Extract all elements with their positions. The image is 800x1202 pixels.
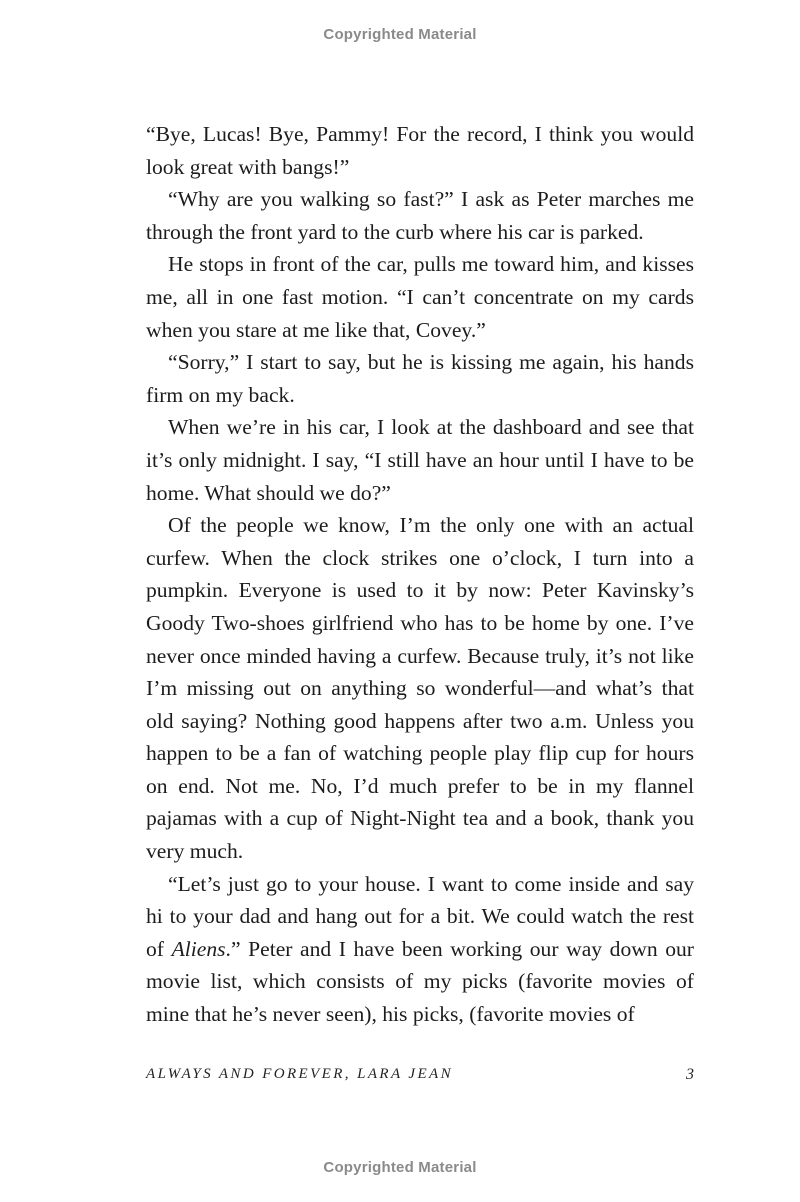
page-number: 3 bbox=[686, 1066, 694, 1083]
paragraph-2: “Why are you walking so fast?” I ask as Peter marches me through the front yard to the curb where his car is parked. bbox=[146, 187, 694, 244]
paragraph-7-end: .” Peter and I have been working our way down our movie list, which consists of my picks (favorite movies of mine that he’s never seen), his picks, (favorite movies of bbox=[146, 936, 694, 1027]
page-body bbox=[146, 118, 694, 1031]
movie-title-aliens: Aliens bbox=[171, 936, 226, 961]
paragraph-7 bbox=[146, 868, 694, 1031]
paragraph-7-start: “Let’s just go to your house. I want to come inside and say hi to your dad and hang out for a bit. We could watch the rest of bbox=[146, 871, 694, 961]
copyright-watermark-bottom: Copyrighted Material bbox=[323, 1159, 477, 1176]
copyright-watermark-top: Copyrighted Material bbox=[323, 26, 477, 43]
paragraph-5: When we’re in his car, I look at the dashboard and see that it’s only midnight. I say, “I still have an hour until I have to be home. What should we do?” bbox=[146, 415, 694, 505]
page-footer bbox=[146, 1066, 694, 1090]
paragraph-6: Of the people we know, I’m the only one with an actual curfew. When the clock strikes one o’clock, I turn into a pumpkin. Everyone is used to it by now: Peter Kavinsky’s Goody Two-shoes girlfriend who has to be home by one. I’ve never once minded having a curfew. Because truly, it’s not like I’m missing out on anything so wonderful—and what’s that old saying? Nothing good happens after two a.m. Unless you happen to be a fan of watching people play flip cup for hours on end. Not me. No, I’d much prefer to be in my flannel pajamas with a cup of Night-Night tea and a book, thank you very much. bbox=[146, 513, 694, 864]
running-title: ALWAYS AND FOREVER, LARA JEAN bbox=[146, 1066, 454, 1082]
paragraph-4: “Sorry,” I start to say, but he is kissing me again, his hands firm on my back. bbox=[146, 350, 694, 407]
paragraph-1: “Bye, Lucas! Bye, Pammy! For the record, I think you would look great with bangs!” bbox=[146, 122, 694, 179]
paragraph-3: He stops in front of the car, pulls me toward him, and kisses me, all in one fast motion. “I can’t concentrate on my cards when you stare at me like that, Covey.” bbox=[146, 252, 694, 342]
